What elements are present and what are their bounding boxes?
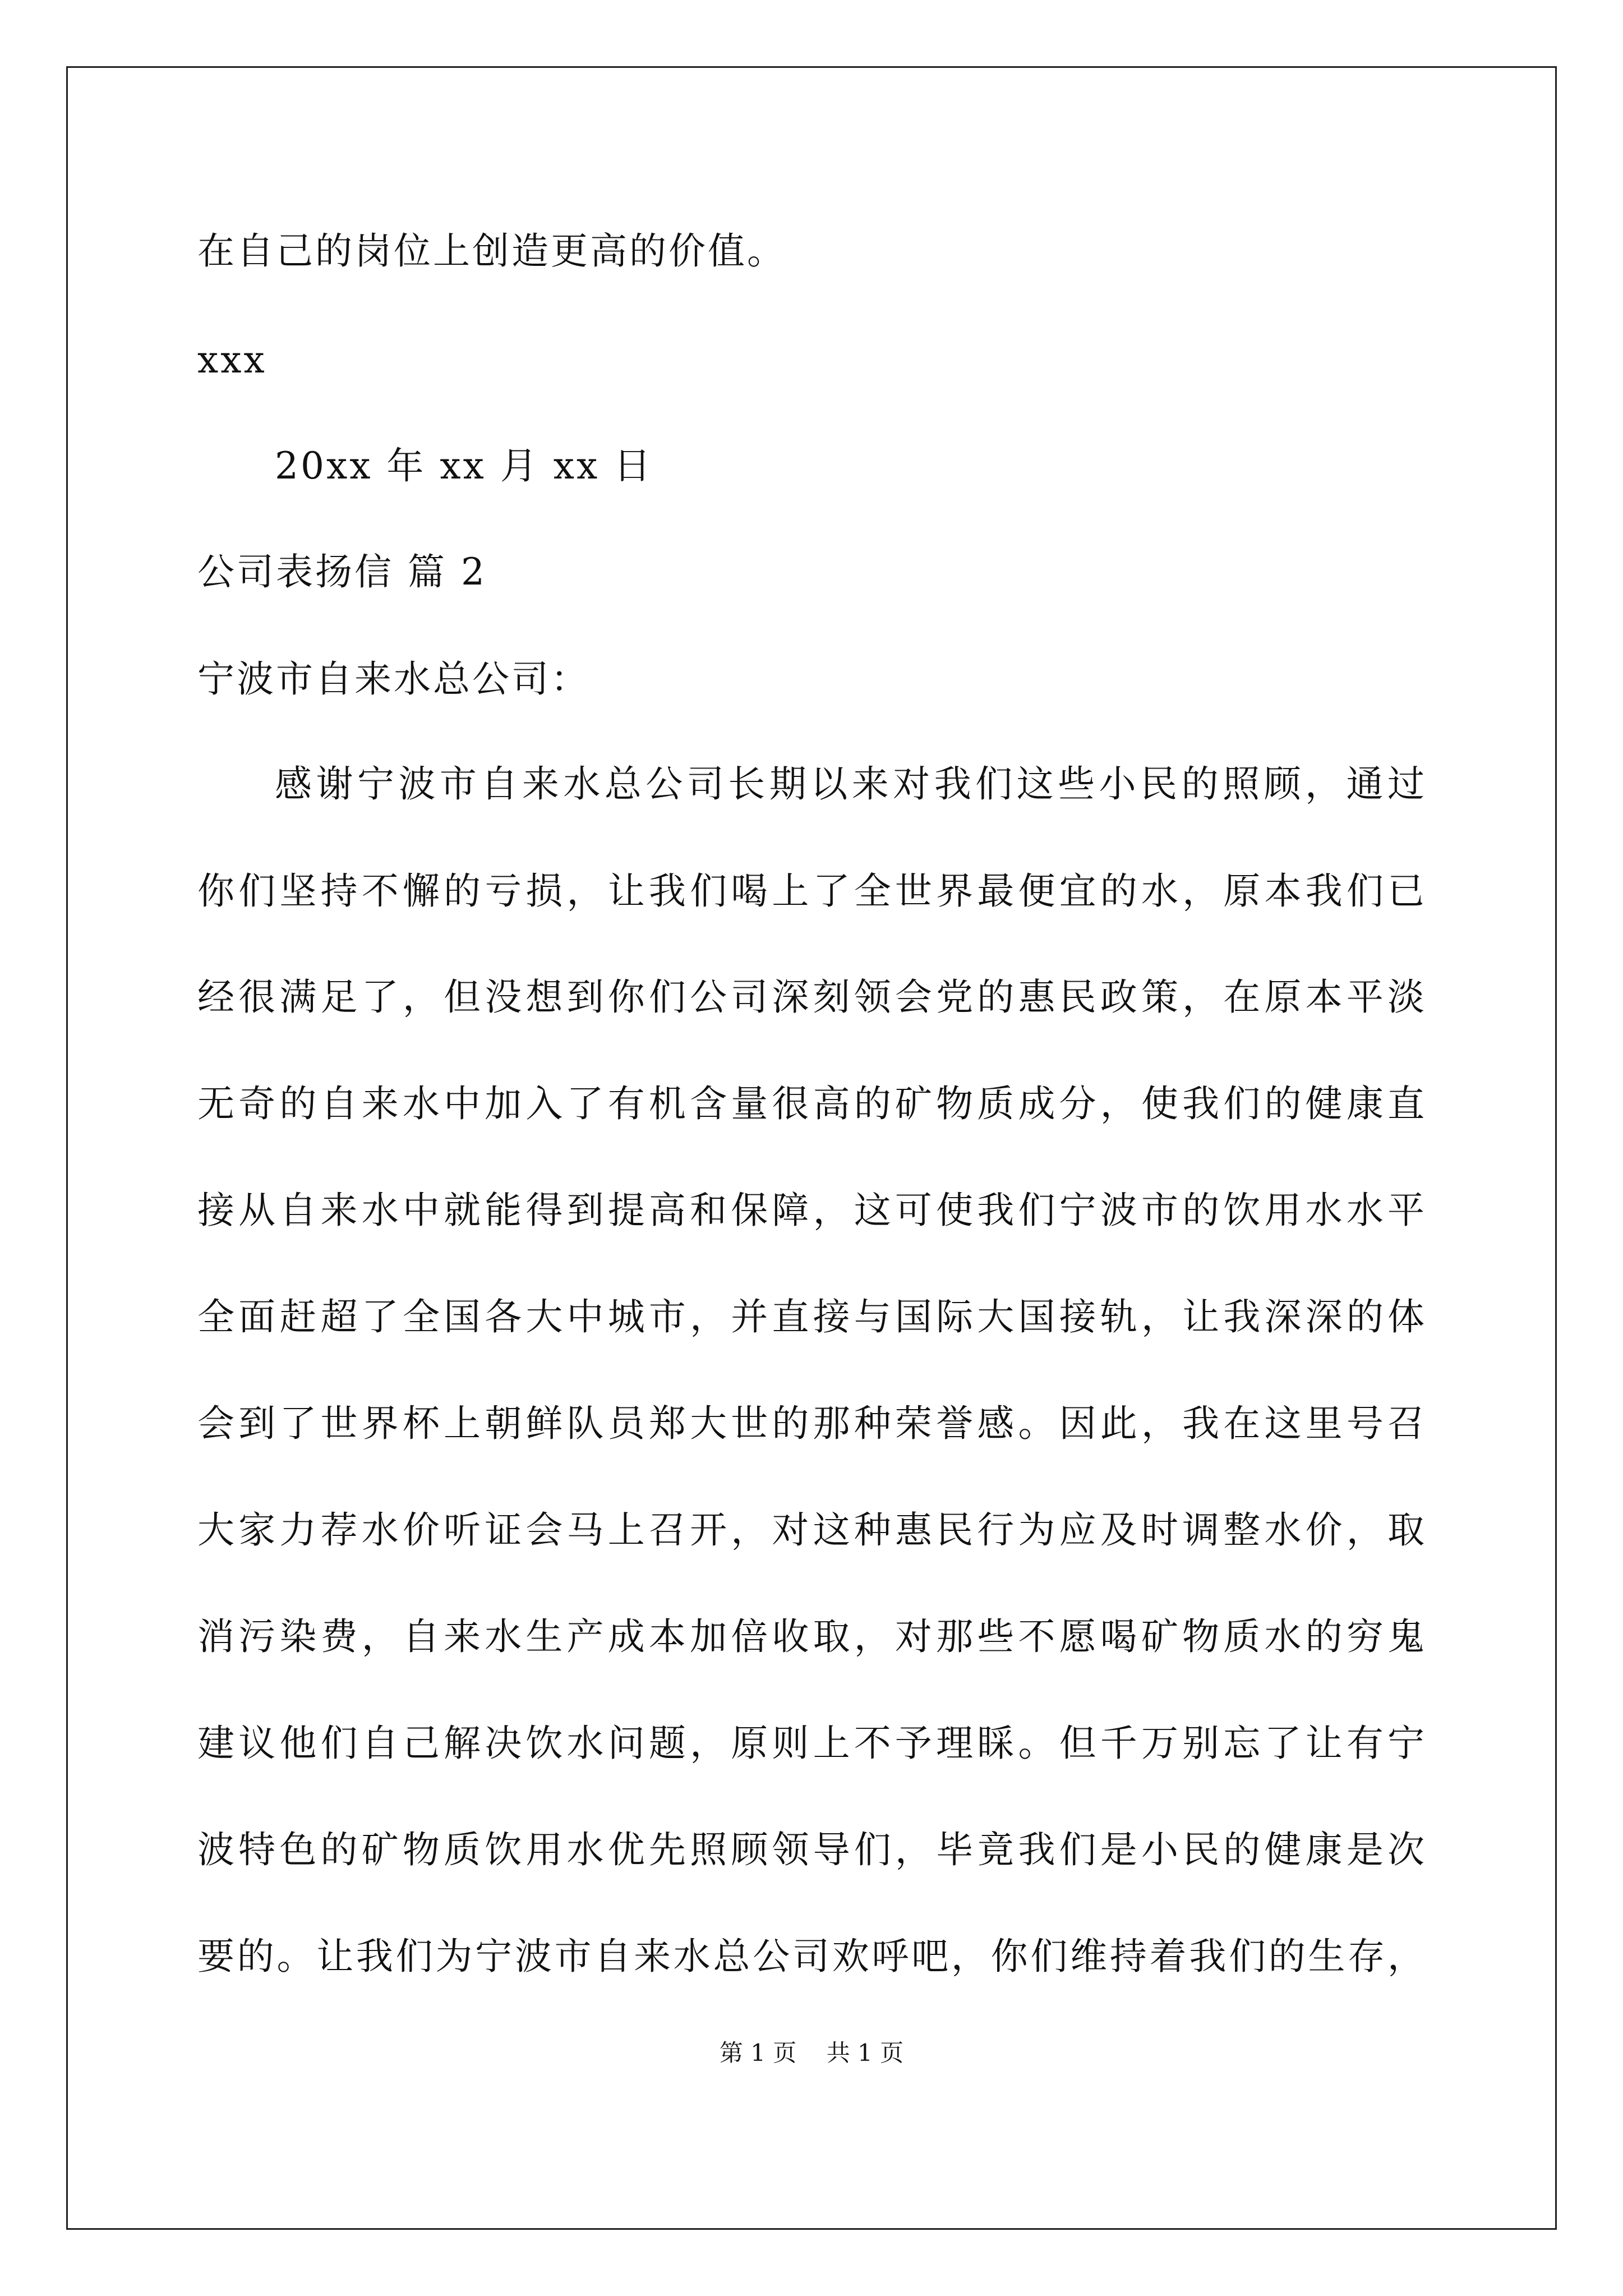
closing-sentence: 在自己的岗位上创造更高的价值。 <box>197 229 786 273</box>
paragraph-line: 你们坚持不懈的亏损，让我们喝上了全世界最便宜的水，原本我们已 <box>197 869 1426 913</box>
paragraph-line: 波特色的矿物质饮用水优先照顾领导们，毕竟我们是小民的健康是次 <box>197 1828 1426 1871</box>
page-border <box>66 66 1557 2230</box>
paragraph-line: 会到了世界杯上朝鲜队员郑大世的那种荣誉感。因此，我在这里号召 <box>197 1402 1426 1445</box>
page-footer: 第 1 页 共 1 页 <box>719 2039 904 2067</box>
paragraph-line: 感谢宁波市自来水总公司长期以来对我们这些小民的照顾，通过 <box>275 762 1426 806</box>
paragraph-line: 接从自来水中就能得到提高和保障，这可使我们宁波市的饮用水水平 <box>197 1189 1426 1232</box>
signature-date: 20xx 年 xx 月 xx 日 <box>275 444 653 487</box>
paragraph-line: 经很满足了，但没想到你们公司深刻领会党的惠民政策，在原本平淡 <box>197 976 1426 1019</box>
paragraph-line: 建议他们自己解决饮水问题，原则上不予理睬。但千万别忘了让有宁 <box>197 1722 1426 1765</box>
paragraph-line: 全面赶超了全国各大中城市，并直接与国际大国接轨，让我深深的体 <box>197 1295 1426 1338</box>
section-heading: 公司表扬信 篇 2 <box>197 550 487 593</box>
paragraph-line: 大家力荐水价听证会马上召开，对这种惠民行为应及时调整水价，取 <box>197 1508 1426 1552</box>
paragraph-line: 消污染费，自来水生产成本加倍收取，对那些不愿喝矿物质水的穷鬼 <box>197 1615 1426 1658</box>
salutation: 宁波市自来水总公司： <box>197 657 590 701</box>
paragraph-line: 要的。让我们为宁波市自来水总公司欢呼吧，你们维持着我们的生存， <box>197 1935 1426 1978</box>
signature-name: xxx <box>197 338 267 381</box>
paragraph-line: 无奇的自来水中加入了有机含量很高的矿物质成分，使我们的健康直 <box>197 1082 1426 1125</box>
